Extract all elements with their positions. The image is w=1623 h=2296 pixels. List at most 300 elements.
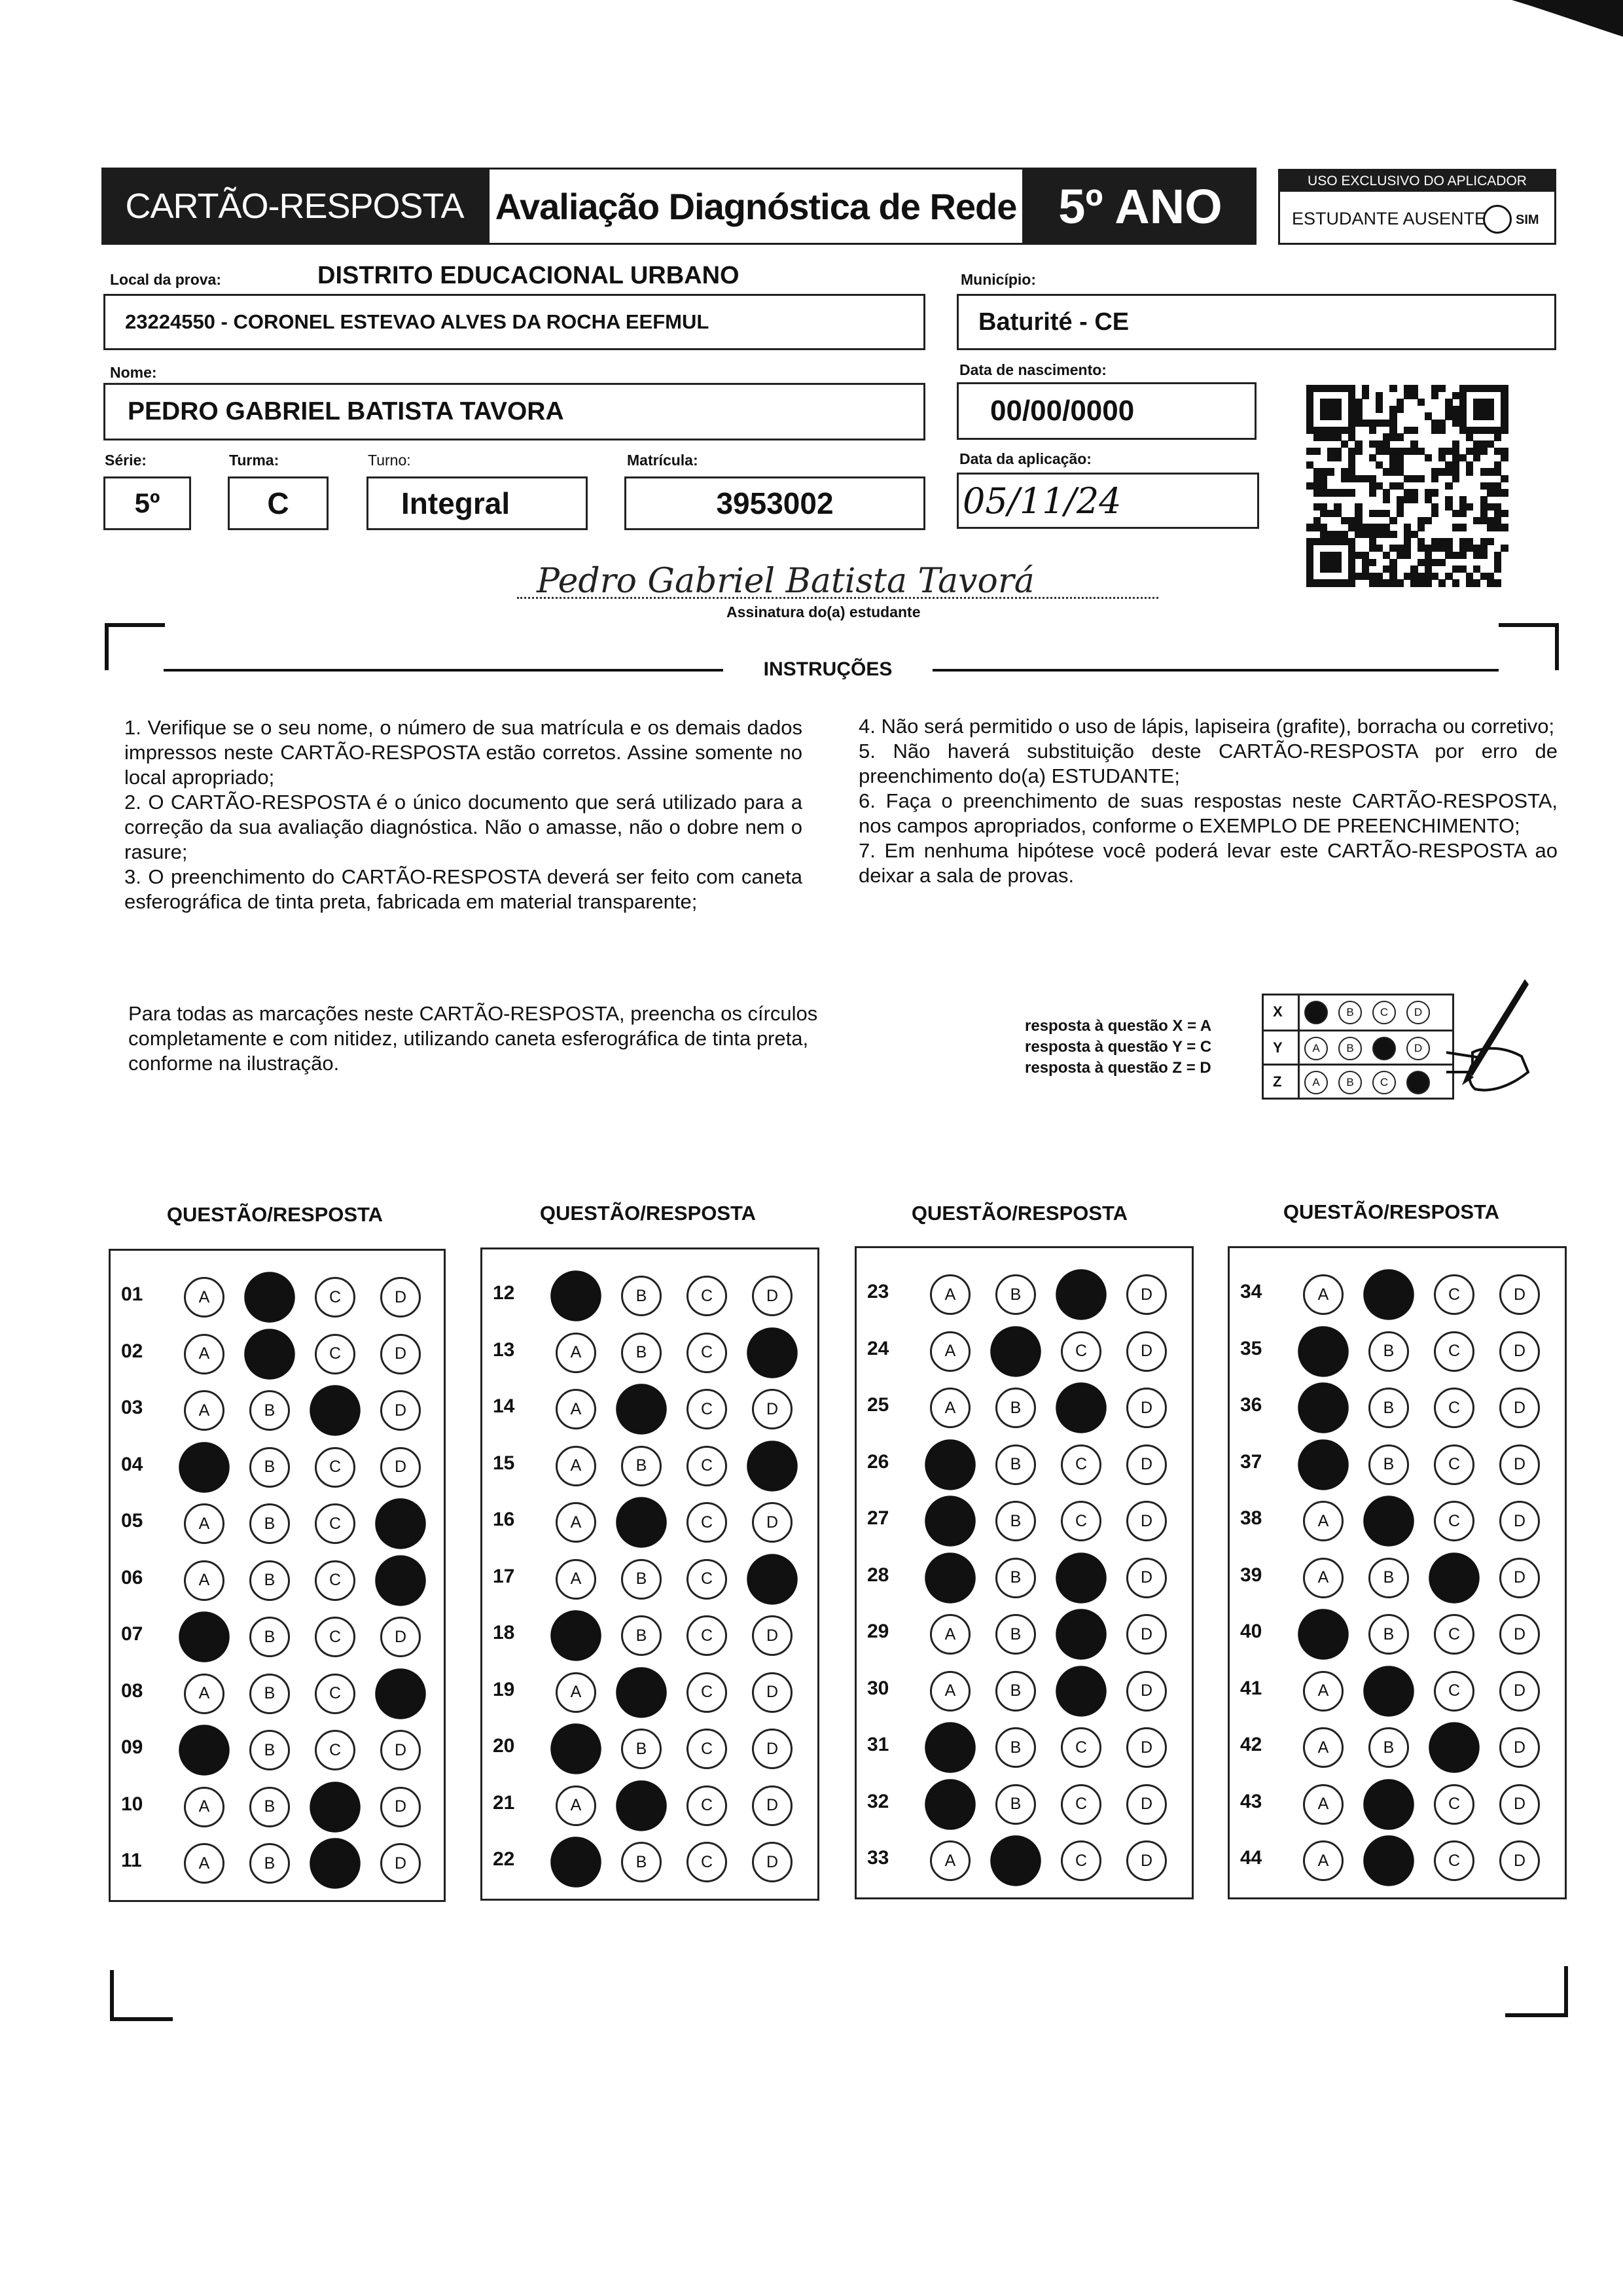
qr-module <box>1362 565 1369 573</box>
qr-module <box>1389 448 1397 455</box>
question-number: 35 <box>1240 1337 1262 1359</box>
answer-bubble-b[interactable]: B <box>1363 1269 1414 1320</box>
qr-module <box>1341 475 1348 482</box>
scan-edge-artifact <box>1512 0 1623 39</box>
answer-bubble-b[interactable]: B <box>616 1384 667 1435</box>
qr-module <box>1383 510 1390 517</box>
nasc-field <box>957 382 1257 440</box>
answer-bubble-b[interactable]: B <box>249 1560 290 1601</box>
answer-bubble-c[interactable]: C <box>687 1615 727 1656</box>
answer-bubble-a[interactable]: A <box>550 1723 601 1774</box>
answer-bubble-a[interactable]: A <box>556 1333 596 1373</box>
answer-bubble-d[interactable]: D <box>1126 1727 1167 1768</box>
answer-bubble-a[interactable]: A <box>1303 1274 1344 1315</box>
qr-module <box>1494 433 1501 440</box>
qr-module <box>1389 427 1397 434</box>
answer-bubble-a[interactable]: A <box>556 1389 596 1429</box>
qr-module <box>1487 573 1494 580</box>
answer-bubble-b[interactable]: B <box>249 1787 290 1827</box>
answer-bubble-c[interactable]: C <box>1434 1274 1474 1315</box>
qr-module <box>1327 489 1334 496</box>
qr-module <box>1383 496 1390 503</box>
answer-bubble-d[interactable]: D <box>380 1730 421 1770</box>
qr-module <box>1383 552 1390 559</box>
answer-bubble-d[interactable]: D <box>1499 1840 1540 1881</box>
qr-module <box>1445 573 1452 580</box>
qr-module <box>1494 448 1501 455</box>
answer-bubble-b[interactable]: B <box>249 1843 290 1884</box>
answer-bubble-d[interactable]: D <box>747 1554 798 1605</box>
qr-module <box>1494 461 1501 469</box>
answer-bubble-b[interactable]: B <box>995 1727 1036 1768</box>
answer-bubble-d[interactable]: D <box>1499 1558 1540 1598</box>
answer-bubble-a[interactable]: A <box>925 1779 976 1830</box>
qr-module <box>1376 420 1383 427</box>
answer-bubble-c[interactable]: C <box>687 1672 727 1713</box>
answer-bubble-c[interactable]: C <box>1434 1388 1474 1428</box>
qr-module <box>1397 545 1404 552</box>
qr-module <box>1383 565 1390 573</box>
answer-bubble-a[interactable]: A <box>184 1843 224 1884</box>
qr-module <box>1438 385 1446 392</box>
instructions-divider-right <box>933 669 1499 672</box>
question-number: 31 <box>867 1734 889 1755</box>
qr-module <box>1362 531 1369 538</box>
answer-bubble-c[interactable]: C <box>1434 1614 1474 1655</box>
answer-bubble-c[interactable]: C <box>1434 1444 1474 1485</box>
qr-module <box>1487 412 1494 420</box>
answer-bubble-d[interactable]: D <box>1126 1444 1167 1485</box>
card-title: CARTÃO-RESPOSTA <box>101 168 488 245</box>
question-row <box>857 1381 1192 1427</box>
answer-bubble-d[interactable]: D <box>752 1785 793 1826</box>
answer-bubble-c[interactable]: C <box>1061 1444 1101 1485</box>
answer-bubble-d[interactable]: D <box>1499 1614 1540 1655</box>
answer-bubble-d[interactable]: D <box>380 1617 421 1657</box>
answer-bubble-d[interactable]: D <box>752 1389 793 1429</box>
qr-module <box>1459 510 1467 517</box>
answer-bubble-a[interactable]: A <box>556 1502 596 1543</box>
answer-bubble-c[interactable]: C <box>1056 1666 1107 1717</box>
qr-module <box>1389 531 1397 538</box>
answer-bubble-c[interactable]: C <box>687 1446 727 1486</box>
answer-bubble-c[interactable]: C <box>315 1730 355 1770</box>
qr-module <box>1452 440 1459 448</box>
absent-label: ESTUDANTE AUSENTE <box>1292 209 1487 228</box>
answer-bubble-b[interactable]: B <box>990 1835 1041 1886</box>
answer-bubble-b[interactable]: B <box>621 1729 662 1769</box>
answer-bubble-a[interactable]: A <box>1303 1840 1344 1881</box>
answer-bubble-c[interactable]: C <box>1061 1727 1101 1768</box>
qr-module <box>1404 489 1411 496</box>
answer-bubble-b[interactable]: B <box>1368 1388 1409 1428</box>
answer-bubble-b[interactable]: B <box>995 1444 1036 1485</box>
question-number: 05 <box>121 1510 143 1532</box>
answer-bubble-d[interactable]: D <box>1499 1671 1540 1712</box>
answer-bubble-d[interactable]: D <box>752 1842 793 1882</box>
qr-code <box>1306 385 1508 584</box>
grade-label: 5º ANO <box>1024 168 1257 245</box>
aplicacao-label: Data da aplicação: <box>959 450 1092 467</box>
answer-bubble-d[interactable]: D <box>375 1498 426 1549</box>
qr-module <box>1487 440 1494 448</box>
question-row <box>482 1779 817 1825</box>
answer-bubble-a[interactable]: A <box>556 1672 596 1713</box>
answer-bubble-d[interactable]: D <box>747 1327 798 1378</box>
question-row <box>857 1494 1192 1540</box>
answer-bubble-d[interactable]: D <box>380 1334 421 1374</box>
answer-bubble-c[interactable]: C <box>1061 1331 1101 1372</box>
qr-module <box>1487 427 1494 434</box>
answer-bubble-c[interactable]: C <box>1056 1552 1107 1604</box>
qr-module <box>1362 392 1369 399</box>
qr-module <box>1480 573 1488 580</box>
qr-module <box>1452 420 1459 427</box>
qr-module <box>1306 461 1313 469</box>
answer-bubble-d[interactable]: D <box>380 1787 421 1827</box>
answer-bubble-c[interactable]: C <box>315 1277 355 1318</box>
answer-bubble-d[interactable]: D <box>380 1843 421 1884</box>
qr-module <box>1313 385 1321 392</box>
answer-bubble-c[interactable]: C <box>687 1276 727 1316</box>
answer-bubble-b[interactable]: B <box>621 1276 662 1316</box>
qr-module <box>1494 503 1501 511</box>
answer-bubble-b[interactable]: B <box>249 1390 290 1431</box>
signature-line <box>517 597 1158 599</box>
answer-bubble-a[interactable]: A <box>1303 1784 1344 1825</box>
answer-bubble-b[interactable]: B <box>1363 1779 1414 1830</box>
example-bubble: D <box>1406 1001 1430 1024</box>
answer-bubble-d[interactable]: D <box>380 1390 421 1431</box>
answer-bubble-b[interactable]: B <box>995 1388 1036 1428</box>
answer-bubble-d[interactable]: D <box>1499 1388 1540 1428</box>
answer-bubble-c[interactable]: C <box>1061 1840 1101 1881</box>
answer-bubble-d[interactable]: D <box>1499 1331 1540 1372</box>
answer-bubble-b[interactable]: B <box>1363 1835 1414 1886</box>
qr-module <box>1334 448 1341 455</box>
answer-bubble-d[interactable]: D <box>1126 1331 1167 1372</box>
qr-module <box>1348 489 1355 496</box>
answer-bubble-b[interactable]: B <box>249 1617 290 1657</box>
qr-module <box>1459 503 1467 511</box>
qr-module <box>1431 475 1438 482</box>
answer-bubble-d[interactable]: D <box>1499 1501 1540 1541</box>
answer-bubble-c[interactable]: C <box>687 1502 727 1543</box>
qr-module <box>1320 552 1327 559</box>
column-title-2: QUESTÃO/RESPOSTA <box>539 1202 757 1225</box>
answer-bubble-a[interactable]: A <box>1303 1671 1344 1712</box>
answer-bubble-c[interactable]: C <box>315 1617 355 1657</box>
answer-bubble-a[interactable]: A <box>930 1614 971 1655</box>
qr-module <box>1397 433 1404 440</box>
answer-bubble-a[interactable]: A <box>925 1496 976 1547</box>
question-row <box>1230 1268 1565 1314</box>
answer-bubble-b[interactable]: B <box>244 1272 295 1323</box>
answer-bubble-d[interactable]: D <box>1499 1274 1540 1315</box>
question-row <box>1230 1778 1565 1823</box>
serie-value: 5º <box>134 488 160 518</box>
answer-bubble-b[interactable]: B <box>995 1501 1036 1541</box>
qr-module <box>1369 510 1376 517</box>
answer-bubble-b[interactable]: B <box>1368 1558 1409 1598</box>
answer-bubble-d[interactable]: D <box>747 1441 798 1492</box>
answer-bubble-d[interactable]: D <box>752 1502 793 1543</box>
answer-bubble-b[interactable]: B <box>616 1667 667 1718</box>
answer-bubble-c[interactable]: C <box>315 1447 355 1488</box>
answer-bubble-b[interactable]: B <box>995 1784 1036 1825</box>
answer-bubble-b[interactable]: B <box>616 1780 667 1831</box>
answer-bubble-d[interactable]: D <box>1126 1388 1167 1428</box>
answer-bubble-d[interactable]: D <box>375 1555 426 1606</box>
answer-bubble-c[interactable]: C <box>687 1333 727 1373</box>
qr-module <box>1404 573 1411 580</box>
answer-bubble-d[interactable]: D <box>1126 1558 1167 1598</box>
answer-bubble-a[interactable]: A <box>930 1671 971 1712</box>
answer-bubble-c[interactable]: C <box>315 1503 355 1544</box>
answer-bubble-b[interactable]: B <box>1368 1727 1409 1768</box>
qr-module <box>1313 468 1321 475</box>
answer-bubble-a[interactable]: A <box>184 1390 224 1431</box>
answer-bubble-b[interactable]: B <box>621 1842 662 1882</box>
qr-module <box>1494 482 1501 490</box>
qr-module <box>1306 420 1313 427</box>
qr-module <box>1445 503 1452 511</box>
qr-module <box>1389 482 1397 490</box>
question-row <box>1230 1381 1565 1427</box>
qr-module <box>1466 461 1473 469</box>
qr-module <box>1327 552 1334 559</box>
qr-module <box>1501 545 1508 552</box>
absent-sim-label: SIM <box>1516 213 1539 227</box>
answer-bubble-c[interactable]: C <box>310 1838 361 1889</box>
answer-bubble-b[interactable]: B <box>249 1730 290 1770</box>
answer-bubble-d[interactable]: D <box>1499 1784 1540 1825</box>
answer-bubble-d[interactable]: D <box>380 1447 421 1488</box>
answer-bubble-c[interactable]: C <box>1434 1501 1474 1541</box>
instruction-item: 1. Verifique se o seu nome, o número de sua matrícula e os demais dados impressos neste CARTÃO-RESPOSTA estão corretos. Assine somente no local apropriado; <box>124 716 802 789</box>
answer-bubble-d[interactable]: D <box>1126 1274 1167 1315</box>
qr-module <box>1480 538 1488 545</box>
qr-module <box>1459 545 1467 552</box>
answer-bubble-a[interactable]: A <box>184 1787 224 1827</box>
turno-value: Integral <box>401 486 510 520</box>
answer-bubble-b[interactable]: B <box>244 1329 295 1380</box>
answer-bubble-c[interactable]: C <box>315 1674 355 1714</box>
qr-module <box>1355 440 1362 448</box>
question-row <box>111 1384 444 1429</box>
answer-bubble-d[interactable]: D <box>752 1615 793 1656</box>
question-row <box>482 1496 817 1541</box>
answer-bubble-a[interactable]: A <box>556 1785 596 1826</box>
answer-bubble-a[interactable]: A <box>184 1503 224 1544</box>
answer-bubble-d[interactable]: D <box>752 1729 793 1769</box>
qr-module <box>1376 524 1383 531</box>
answer-bubble-a[interactable]: A <box>925 1722 976 1773</box>
answer-bubble-a[interactable]: A <box>556 1446 596 1486</box>
answer-bubble-a[interactable]: A <box>1303 1501 1344 1541</box>
answer-bubble-a[interactable]: A <box>184 1560 224 1601</box>
qr-module <box>1348 454 1355 461</box>
answer-bubble-b[interactable]: B <box>995 1614 1036 1655</box>
answer-bubble-a[interactable]: A <box>1298 1326 1349 1377</box>
answer-bubble-b[interactable]: B <box>249 1503 290 1544</box>
answer-bubble-c[interactable]: C <box>687 1559 727 1600</box>
local-field <box>103 294 925 350</box>
answer-bubble-d[interactable]: D <box>380 1277 421 1318</box>
answer-bubble-d[interactable]: D <box>1126 1614 1167 1655</box>
answer-bubble-b[interactable]: B <box>1368 1614 1409 1655</box>
qr-module <box>1327 406 1334 413</box>
answer-bubble-d[interactable]: D <box>1499 1727 1540 1768</box>
answer-bubble-c[interactable]: C <box>1434 1331 1474 1372</box>
answer-bubble-b[interactable]: B <box>621 1559 662 1600</box>
qr-module <box>1355 510 1362 517</box>
answer-bubble-a[interactable]: A <box>930 1331 971 1372</box>
answer-bubble-d[interactable]: D <box>752 1276 793 1316</box>
answer-bubble-c[interactable]: C <box>1056 1609 1107 1660</box>
answer-bubble-c[interactable]: C <box>315 1334 355 1374</box>
municipio-value: Baturité - CE <box>978 308 1130 336</box>
answer-bubble-a[interactable]: A <box>930 1840 971 1881</box>
answer-bubble-c[interactable]: C <box>310 1782 361 1833</box>
answer-bubble-b[interactable]: B <box>621 1446 662 1486</box>
qr-module <box>1431 385 1438 392</box>
answer-bubble-a[interactable]: A <box>179 1442 230 1493</box>
answer-bubble-a[interactable]: A <box>556 1559 596 1600</box>
qr-module <box>1410 427 1418 434</box>
answer-bubble-a[interactable]: A <box>1298 1382 1349 1433</box>
answer-bubble-b[interactable]: B <box>1368 1444 1409 1485</box>
answer-bubble-c[interactable]: C <box>687 1785 727 1826</box>
qr-module <box>1341 468 1348 475</box>
answer-bubble-b[interactable]: B <box>1363 1666 1414 1717</box>
answer-bubble-a[interactable]: A <box>925 1552 976 1604</box>
answer-bubble-b[interactable]: B <box>990 1326 1041 1377</box>
answer-bubble-d[interactable]: D <box>1126 1840 1167 1881</box>
answer-bubble-c[interactable]: C <box>687 1729 727 1769</box>
answer-bubble-b[interactable]: B <box>995 1671 1036 1712</box>
answer-bubble-c[interactable]: C <box>310 1385 361 1436</box>
question-number: 23 <box>867 1281 889 1302</box>
answer-bubble-a[interactable]: A <box>930 1274 971 1315</box>
answer-bubble-a[interactable]: A <box>184 1277 224 1318</box>
answer-bubble-b[interactable]: B <box>621 1333 662 1373</box>
qr-module <box>1501 385 1508 392</box>
qr-module <box>1369 538 1376 545</box>
qr-module <box>1445 496 1452 503</box>
qr-module <box>1397 496 1404 503</box>
answer-bubble-a[interactable]: A <box>1298 1439 1349 1490</box>
answer-bubble-d[interactable]: D <box>752 1672 793 1713</box>
answer-bubble-a[interactable]: A <box>184 1674 224 1714</box>
qr-module <box>1480 468 1488 475</box>
answer-bubble-b[interactable]: B <box>1368 1331 1409 1372</box>
answer-bubble-c[interactable]: C <box>1429 1552 1480 1604</box>
answer-bubble-c[interactable]: C <box>1056 1382 1107 1433</box>
answer-bubble-c[interactable]: C <box>1061 1501 1101 1541</box>
example-bubble: B <box>1338 1071 1362 1094</box>
answer-bubble-b[interactable]: B <box>249 1447 290 1488</box>
answer-bubble-c[interactable]: C <box>1061 1784 1101 1825</box>
qr-module <box>1376 440 1383 448</box>
answer-bubble-b[interactable]: B <box>995 1274 1036 1315</box>
local-value: 23224550 - CORONEL ESTEVAO ALVES DA ROCHA EEFMUL <box>125 310 709 333</box>
qr-module <box>1438 559 1446 566</box>
qr-module <box>1327 468 1334 475</box>
qr-module <box>1459 496 1467 503</box>
answer-bubble-b[interactable]: B <box>995 1558 1036 1598</box>
column-title-1: QUESTÃO/RESPOSTA <box>166 1203 383 1226</box>
qr-module <box>1404 538 1411 545</box>
qr-module <box>1320 482 1327 490</box>
answer-bubble-b[interactable]: B <box>1363 1496 1414 1547</box>
qr-module <box>1376 461 1383 469</box>
qr-module <box>1355 475 1362 482</box>
answer-bubble-d[interactable]: D <box>1499 1444 1540 1485</box>
answer-bubble-d[interactable]: D <box>1126 1784 1167 1825</box>
qr-module <box>1494 565 1501 573</box>
answer-bubble-a[interactable]: A <box>179 1725 230 1776</box>
absent-bubble[interactable] <box>1483 205 1512 234</box>
answer-bubble-a[interactable]: A <box>179 1611 230 1662</box>
answer-bubble-a[interactable]: A <box>550 1837 601 1888</box>
answer-bubble-a[interactable]: A <box>1298 1609 1349 1660</box>
qr-module <box>1376 392 1383 399</box>
qr-module <box>1313 579 1321 586</box>
qr-module <box>1327 510 1334 517</box>
answer-bubble-c[interactable]: C <box>1056 1269 1107 1320</box>
question-number: 25 <box>867 1394 889 1416</box>
answer-bubble-c[interactable]: C <box>687 1389 727 1429</box>
answer-bubble-b[interactable]: B <box>616 1497 667 1548</box>
qr-module <box>1376 510 1383 517</box>
answer-bubble-d[interactable]: D <box>1126 1501 1167 1541</box>
answer-bubble-a[interactable]: A <box>930 1388 971 1428</box>
qr-module <box>1355 412 1362 420</box>
qr-module <box>1459 565 1467 573</box>
qr-module <box>1410 385 1418 392</box>
qr-module <box>1369 573 1376 580</box>
exam-title: Avaliação Diagnóstica de Rede <box>488 168 1024 245</box>
answer-bubble-b[interactable]: B <box>249 1674 290 1714</box>
answer-bubble-a[interactable]: A <box>1303 1558 1344 1598</box>
answer-bubble-d[interactable]: D <box>375 1668 426 1719</box>
question-number: 27 <box>867 1507 889 1529</box>
qr-module <box>1494 427 1501 434</box>
answer-bubble-c[interactable]: C <box>687 1842 727 1882</box>
answer-bubble-c[interactable]: C <box>1429 1722 1480 1773</box>
answer-bubble-c[interactable]: C <box>1434 1784 1474 1825</box>
answer-bubble-a[interactable]: A <box>550 1270 601 1321</box>
qr-module <box>1438 427 1446 434</box>
answer-bubble-a[interactable]: A <box>184 1334 224 1374</box>
answer-bubble-a[interactable]: A <box>1303 1727 1344 1768</box>
answer-bubble-a[interactable]: A <box>925 1439 976 1490</box>
answer-bubble-d[interactable]: D <box>1126 1671 1167 1712</box>
answer-bubble-b[interactable]: B <box>621 1615 662 1656</box>
qr-module <box>1369 524 1376 531</box>
qr-module <box>1389 573 1397 580</box>
qr-module <box>1466 468 1473 475</box>
qr-module <box>1327 454 1334 461</box>
answer-bubble-c[interactable]: C <box>1434 1840 1474 1881</box>
answer-bubble-a[interactable]: A <box>550 1610 601 1661</box>
nome-field <box>103 383 925 440</box>
qr-module <box>1355 406 1362 413</box>
qr-module <box>1404 392 1411 399</box>
answer-bubble-c[interactable]: C <box>315 1560 355 1601</box>
answer-bubble-c[interactable]: C <box>1434 1671 1474 1712</box>
